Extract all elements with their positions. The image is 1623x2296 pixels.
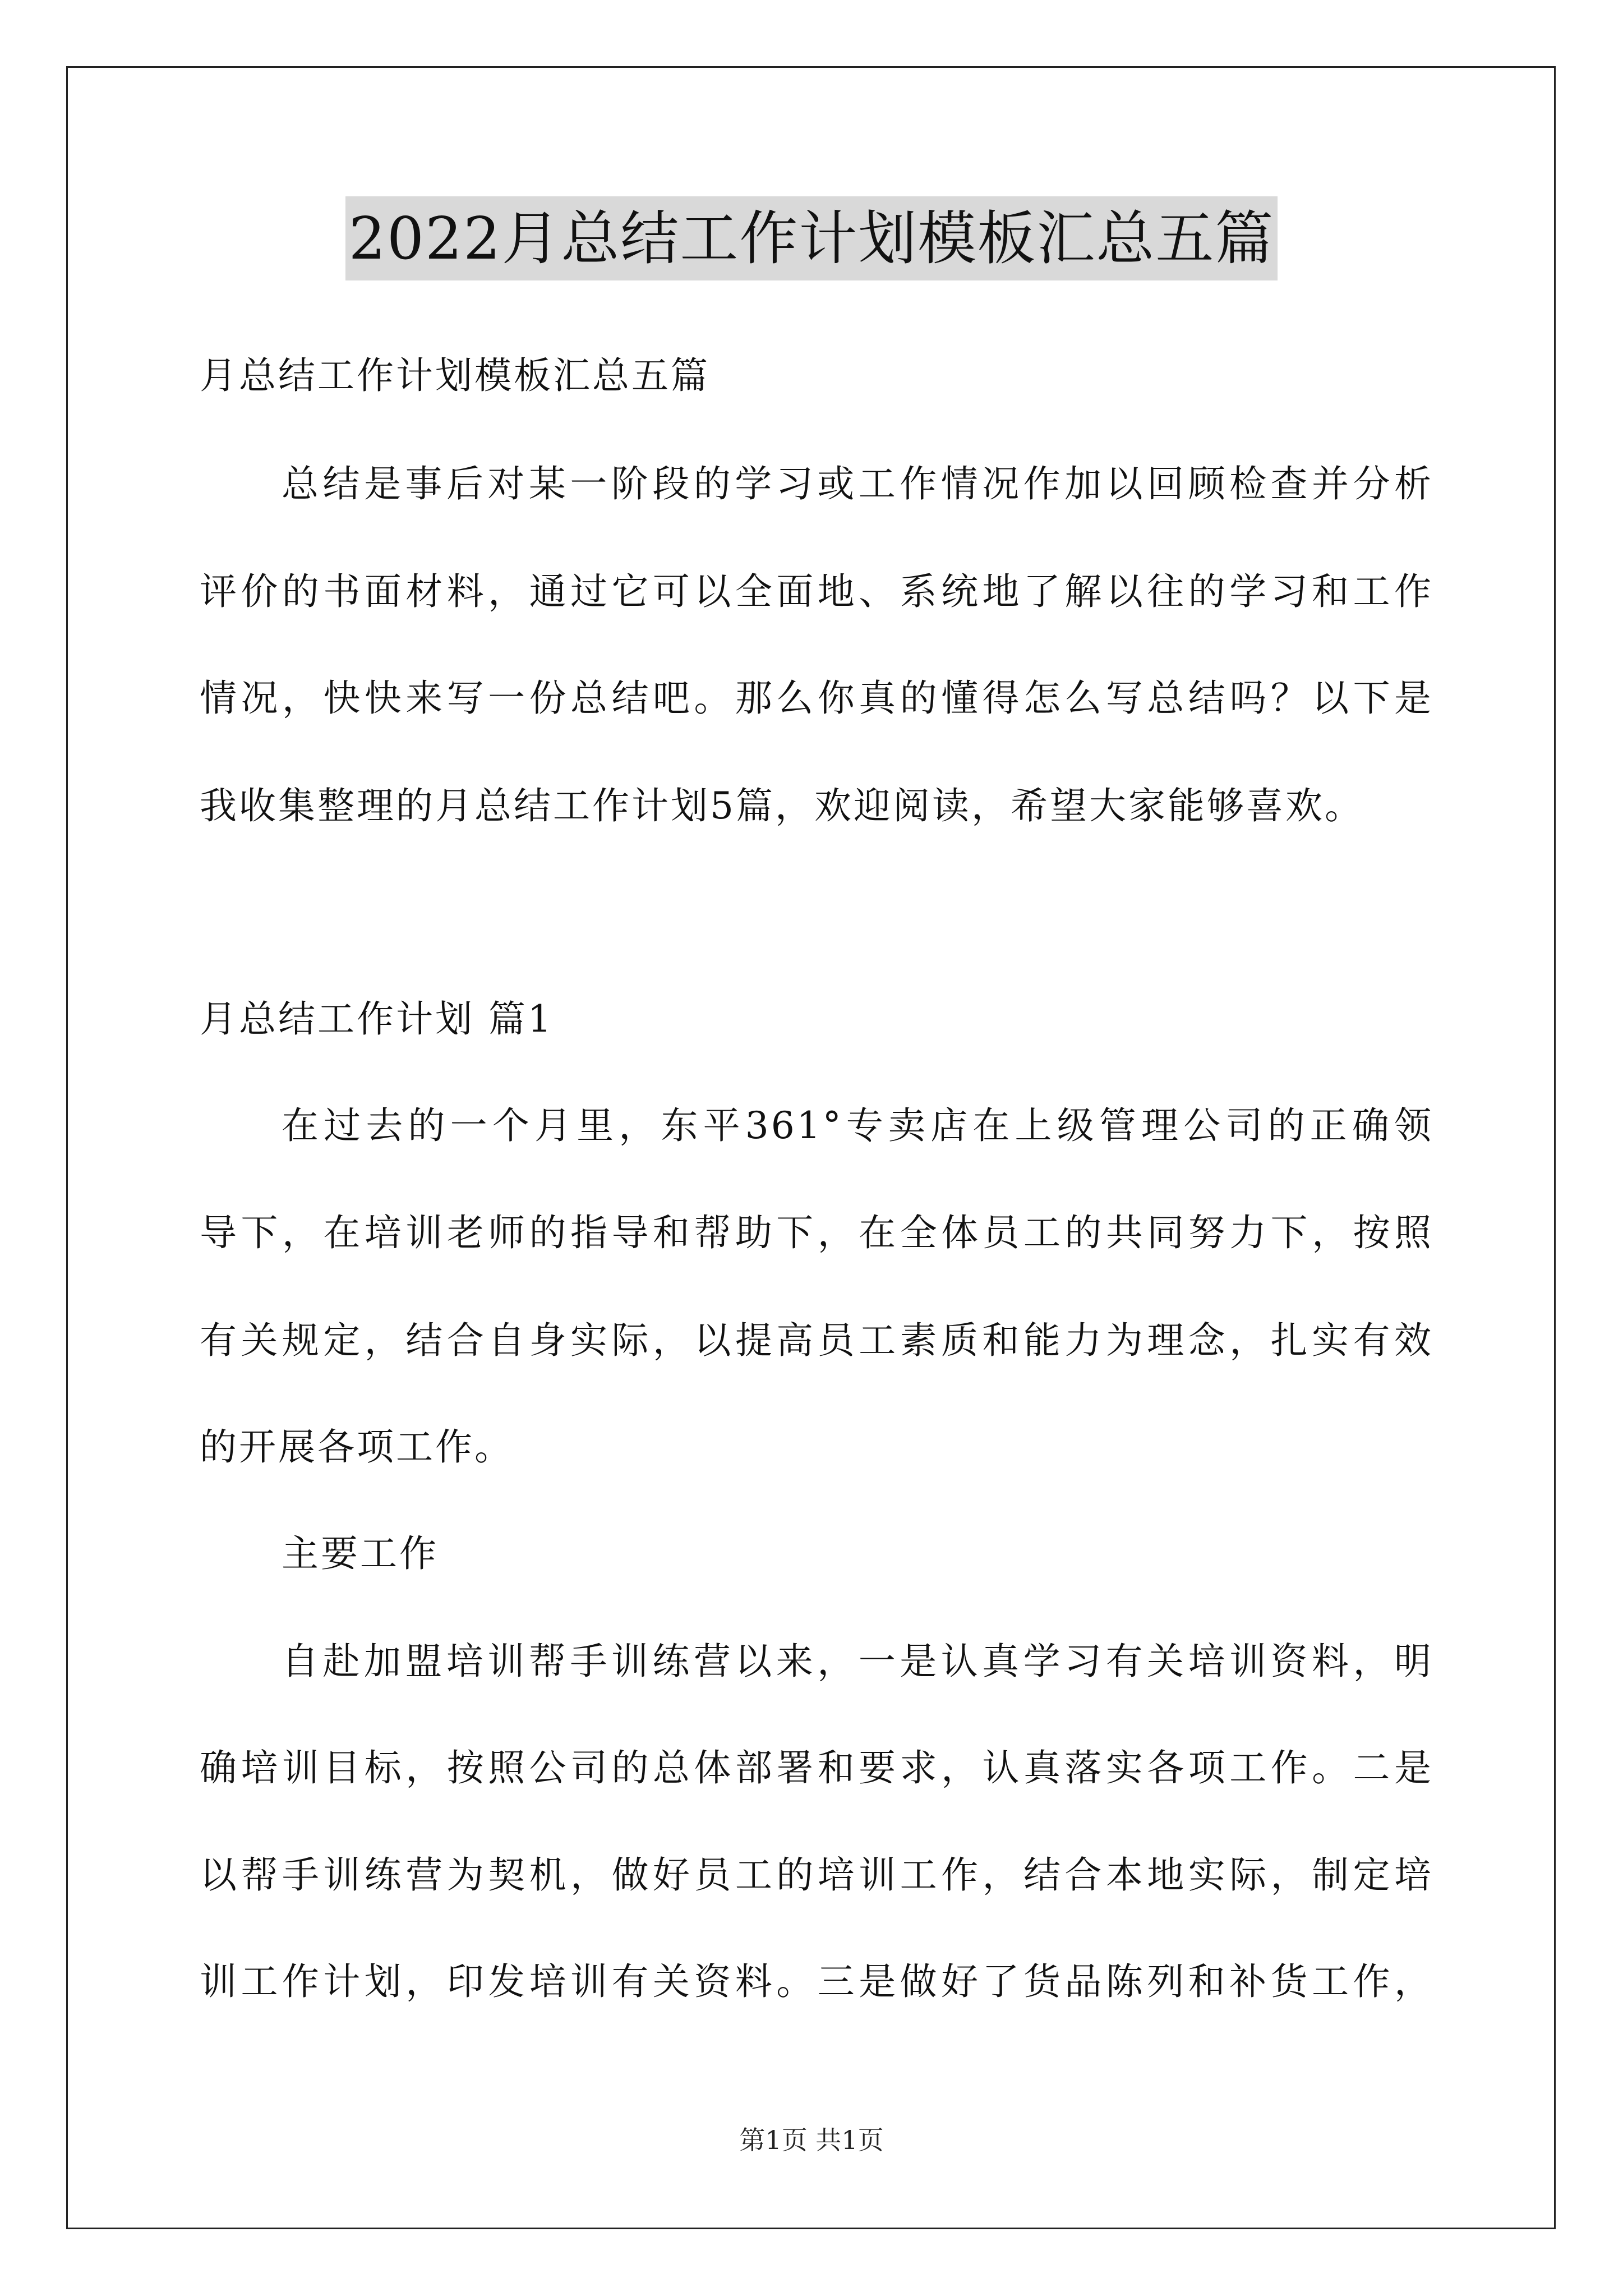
intro-line-2: 评价的书面材料，通过它可以全面地、系统地了解以往的学习和工作 [200,570,1433,613]
section1-para2-line-3: 以帮手训练营为契机，做好员工的培训工作，结合本地实际，制定培 [200,1853,1433,1897]
section1-para1-line-1: 在过去的一个月里，东平361°专卖店在上级管理公司的正确领 [282,1104,1433,1147]
intro-line-1: 总结是事后对某一阶段的学习或工作情况作加以回顾检查并分析 [282,462,1433,505]
section1-subheading: 主要工作 [282,1532,439,1575]
section1-para1-line-3: 有关规定，结合自身实际，以提高员工素质和能力为理念，扎实有效 [200,1319,1433,1362]
page-footer: 第1页 共1页 [739,2125,884,2155]
intro-line-4: 我收集整理的月总结工作计划5篇，欢迎阅读，希望大家能够喜欢。 [200,784,1364,827]
section1-heading: 月总结工作计划 篇1 [200,997,554,1041]
section1-para1-line-2: 导下，在培训老师的指导和帮助下，在全体员工的共同努力下，按照 [200,1211,1433,1254]
section1-para2-line-4: 训工作计划，印发培训有关资料。三是做好了货品陈列和补货工作， [200,1960,1433,2003]
section1-para2-line-1: 自赴加盟培训帮手训练营以来，一是认真学习有关培训资料，明 [282,1640,1433,1683]
section1-para2-line-2: 确培训目标，按照公司的总体部署和要求，认真落实各项工作。二是 [200,1746,1433,1789]
document-title: 2022月总结工作计划模板汇总五篇 [345,196,1278,280]
title-container [0,196,1623,280]
section1-para1-line-4: 的开展各项工作。 [200,1425,514,1469]
document-subtitle: 月总结工作计划模板汇总五篇 [200,354,710,397]
intro-line-3: 情况，快快来写一份总结吧。那么你真的懂得怎么写总结吗？以下是 [200,677,1433,720]
